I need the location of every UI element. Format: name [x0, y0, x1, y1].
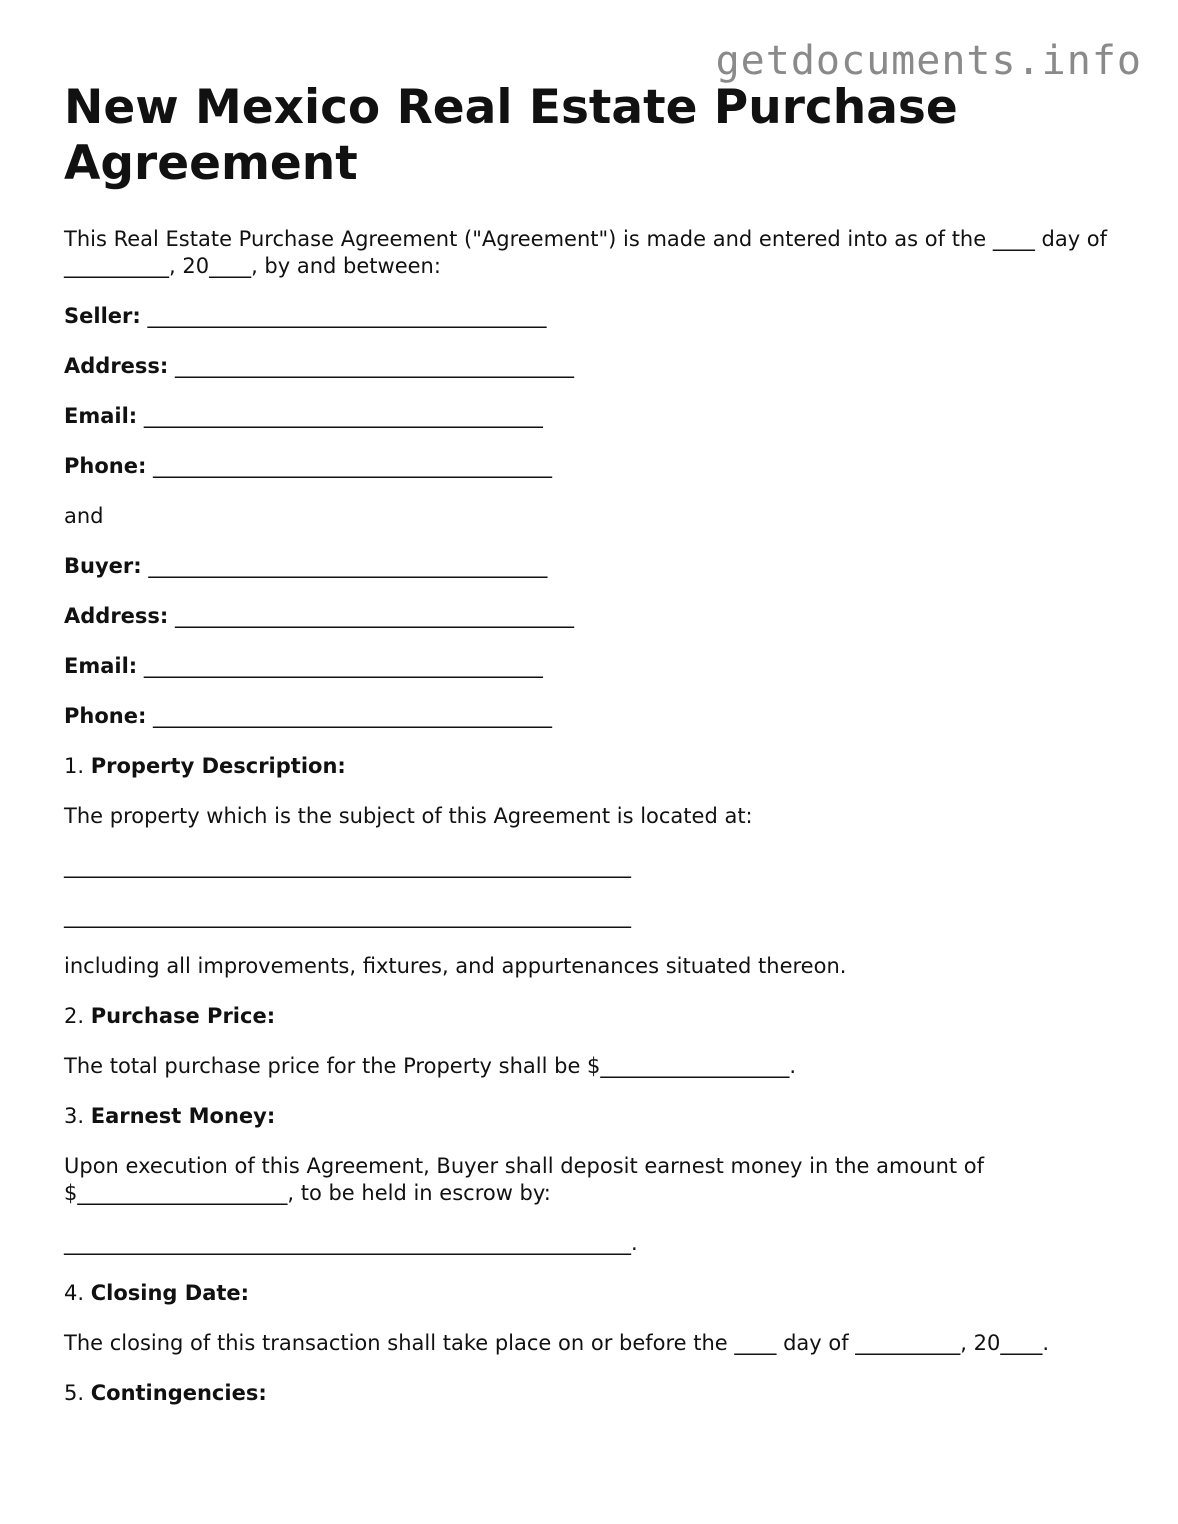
seller-address-blank[interactable]: ______________________________________ [175, 354, 575, 378]
section-1-number: 1. [64, 754, 85, 778]
seller-email-label: Email: [64, 404, 138, 428]
section-4-number: 4. [64, 1281, 85, 1305]
document-page [64, 80, 1124, 1407]
property-address-blank-1[interactable]: ______________________________________________________ [64, 854, 631, 878]
section-2-text: The total purchase price for the Property shall be $__________________. [64, 1054, 797, 1078]
section-2-heading [64, 1003, 1124, 1030]
escrow-holder-blank[interactable]: ______________________________________________________. [64, 1231, 638, 1255]
seller-name-label: Seller: [64, 304, 141, 328]
section-1-text: The property which is the subject of this Agreement is located at: [64, 804, 753, 828]
section-5-title: Contingencies: [90, 1381, 267, 1405]
document-title: New Mexico Real Estate Purchase Agreement [64, 80, 958, 191]
buyer-phone-blank[interactable]: ______________________________________ [153, 704, 553, 728]
buyer-name-field [64, 553, 1124, 580]
buyer-name-blank[interactable]: ______________________________________ [148, 554, 548, 578]
seller-address-label: Address: [64, 354, 169, 378]
buyer-address-label: Address: [64, 604, 169, 628]
section-3-number: 3. [64, 1104, 85, 1128]
buyer-email-blank[interactable]: ______________________________________ [143, 654, 543, 678]
section-5-number: 5. [64, 1381, 85, 1405]
section-4-heading [64, 1280, 1124, 1307]
section-3-title: Earnest Money: [90, 1104, 276, 1128]
section-1-after: including all improvements, fixtures, and appurtenances situated thereon. [64, 954, 847, 978]
buyer-phone-field [64, 703, 1124, 730]
seller-phone-field [64, 453, 1124, 480]
section-5-heading [64, 1380, 1124, 1407]
section-2-title: Purchase Price: [90, 1004, 276, 1028]
buyer-email-label: Email: [64, 654, 138, 678]
section-4-title: Closing Date: [90, 1281, 250, 1305]
buyer-email-field [64, 653, 1124, 680]
buyer-name-label: Buyer: [64, 554, 142, 578]
section-2-number: 2. [64, 1004, 85, 1028]
seller-address-field [64, 353, 1124, 380]
property-address-blank-2[interactable]: ______________________________________________________ [64, 904, 631, 928]
section-1-title: Property Description: [90, 754, 346, 778]
section-3-heading [64, 1103, 1124, 1130]
intro-paragraph: This Real Estate Purchase Agreement ("Agreement") is made and entered into as of the ____ day of __________, 20____, by and between: [64, 227, 1108, 278]
seller-email-blank[interactable]: ______________________________________ [143, 404, 543, 428]
section-4-text: The closing of this transaction shall take place on or before the ____ day of __________, 20____. [64, 1331, 1050, 1355]
buyer-address-blank[interactable]: ______________________________________ [175, 604, 575, 628]
buyer-address-field [64, 603, 1124, 630]
section-1-heading [64, 753, 1124, 780]
seller-phone-label: Phone: [64, 454, 147, 478]
and-text: and [64, 504, 104, 528]
watermark: getdocuments.info [715, 38, 1142, 84]
section-3-text: Upon execution of this Agreement, Buyer shall deposit earnest money in the amount of $____________________, to be held in escrow by: [64, 1154, 985, 1205]
seller-phone-blank[interactable]: ______________________________________ [153, 454, 553, 478]
seller-name-blank[interactable]: ______________________________________ [147, 304, 547, 328]
seller-name-field [64, 303, 1124, 330]
seller-email-field [64, 403, 1124, 430]
buyer-phone-label: Phone: [64, 704, 147, 728]
